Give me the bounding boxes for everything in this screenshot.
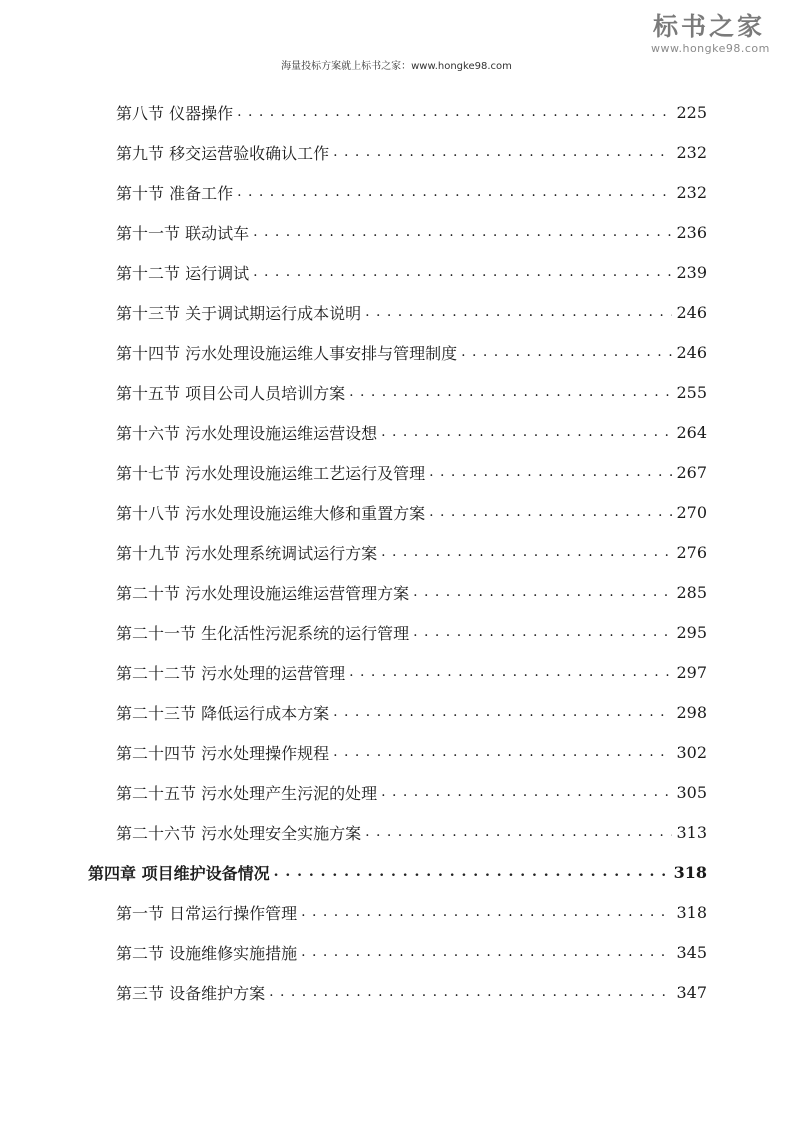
toc-section-entry[interactable] [116,292,707,332]
toc-section-entry[interactable] [116,812,707,852]
toc-entry-page: 264 [676,422,707,442]
toc-section-entry[interactable] [116,692,707,732]
toc-entry-title: 第十五节 项目公司人员培训方案 [116,383,346,403]
toc-entry-title: 第八节 仪器操作 [116,103,234,123]
toc-leader-dots [429,503,672,521]
toc-leader-dots [237,183,672,201]
toc-entry-title: 第二十四节 污水处理操作规程 [116,743,330,763]
toc-entry-title: 第四章 项目维护设备情况 [88,863,270,883]
toc-leader-dots [365,303,672,321]
toc-entry-title: 第二十六节 污水处理安全实施方案 [116,823,362,843]
toc-leader-dots [269,983,672,1001]
toc-leader-dots [413,583,672,601]
toc-chapter-entry[interactable] [88,852,707,892]
toc-section-entry[interactable] [116,612,707,652]
toc-entry-page: 225 [676,102,707,122]
toc-section-entry[interactable] [116,772,707,812]
toc-entry-title: 第十二节 运行调试 [116,263,250,283]
toc-entry-page: 232 [676,142,707,162]
toc-entry-page: 318 [673,862,707,882]
toc-entry-title: 第十节 准备工作 [116,183,234,203]
toc-entry-title: 第二十节 污水处理设施运维运营管理方案 [116,583,410,603]
toc-leader-dots [333,743,672,761]
toc-entry-title: 第十七节 污水处理设施运维工艺运行及管理 [116,463,426,483]
toc-leader-dots [349,663,672,681]
toc-leader-dots [301,943,672,961]
toc-entry-title: 第十一节 联动试车 [116,223,250,243]
toc-section-entry[interactable] [116,372,707,412]
toc-entry-page: 285 [676,582,707,602]
toc-leader-dots [333,703,672,721]
toc-section-entry[interactable] [116,492,707,532]
toc-section-entry[interactable] [116,652,707,692]
toc-entry-page: 305 [676,782,707,802]
toc-leader-dots [365,823,672,841]
toc-entry-title: 第十八节 污水处理设施运维大修和重置方案 [116,503,426,523]
toc-section-entry[interactable] [116,172,707,212]
brand-logo [651,12,770,55]
toc-section-entry[interactable] [116,532,707,572]
logo-url: www.hongke98.com [651,42,770,55]
toc-entry-title: 第十四节 污水处理设施运维人事安排与管理制度 [116,343,458,363]
toc-leader-dots [237,103,672,121]
toc-section-entry[interactable] [116,252,707,292]
toc-entry-page: 255 [676,382,707,402]
toc-entry-page: 347 [676,982,707,1002]
toc-entry-page: 302 [676,742,707,762]
toc-leader-dots [381,783,672,801]
toc-leader-dots [333,143,672,161]
toc-entry-title: 第十三节 关于调试期运行成本说明 [116,303,362,323]
toc-section-entry[interactable] [116,932,707,972]
toc-entry-title: 第二节 设施维修实施措施 [116,943,298,963]
toc-entry-page: 270 [676,502,707,522]
toc-leader-dots [381,543,672,561]
toc-entry-page: 236 [676,222,707,242]
header-note: 海量投标方案就上标书之家：www.hongke98.com [281,61,512,72]
toc-entry-page: 295 [676,622,707,642]
toc-entry-page: 246 [676,342,707,362]
toc-leader-dots [429,463,672,481]
toc-leader-dots [413,623,672,641]
toc-leader-dots [301,903,672,921]
toc-entry-page: 318 [676,902,707,922]
toc-section-entry[interactable] [116,732,707,772]
toc-leader-dots [274,863,670,881]
toc-entry-page: 297 [676,662,707,682]
toc-entry-title: 第二十二节 污水处理的运营管理 [116,663,346,683]
toc-leader-dots [349,383,672,401]
toc-entry-title: 第十六节 污水处理设施运维运营设想 [116,423,378,443]
toc-section-entry[interactable] [116,132,707,172]
toc-section-entry[interactable] [116,572,707,612]
toc-entry-title: 第十九节 污水处理系统调试运行方案 [116,543,378,563]
toc-section-entry[interactable] [116,892,707,932]
toc-leader-dots [461,343,672,361]
toc-entry-page: 313 [676,822,707,842]
toc-entry-title: 第九节 移交运营验收确认工作 [116,143,330,163]
toc-entry-title: 第二十五节 污水处理产生污泥的处理 [116,783,378,803]
toc-entry-title: 第二十三节 降低运行成本方案 [116,703,330,723]
toc-entry-page: 276 [676,542,707,562]
toc-section-entry[interactable] [116,92,707,132]
toc-entry-title: 第三节 设备维护方案 [116,983,266,1003]
toc-leader-dots [253,223,672,241]
toc-leader-dots [253,263,672,281]
toc-section-entry[interactable] [116,212,707,252]
toc-entry-title: 第二十一节 生化活性污泥系统的运行管理 [116,623,410,643]
toc-section-entry[interactable] [116,452,707,492]
toc-entry-page: 239 [676,262,707,282]
toc-section-entry[interactable] [116,972,707,1012]
toc-entry-page: 298 [676,702,707,722]
logo-text: 标书之家 [652,12,765,41]
toc-section-entry[interactable] [116,412,707,452]
toc-entry-page: 267 [676,462,707,482]
toc-entry-page: 246 [676,302,707,322]
toc-entry-page: 345 [676,942,707,962]
toc-leader-dots [381,423,672,441]
toc-entry-title: 第一节 日常运行操作管理 [116,903,298,923]
toc-entry-page: 232 [676,182,707,202]
toc-section-entry[interactable] [116,332,707,372]
